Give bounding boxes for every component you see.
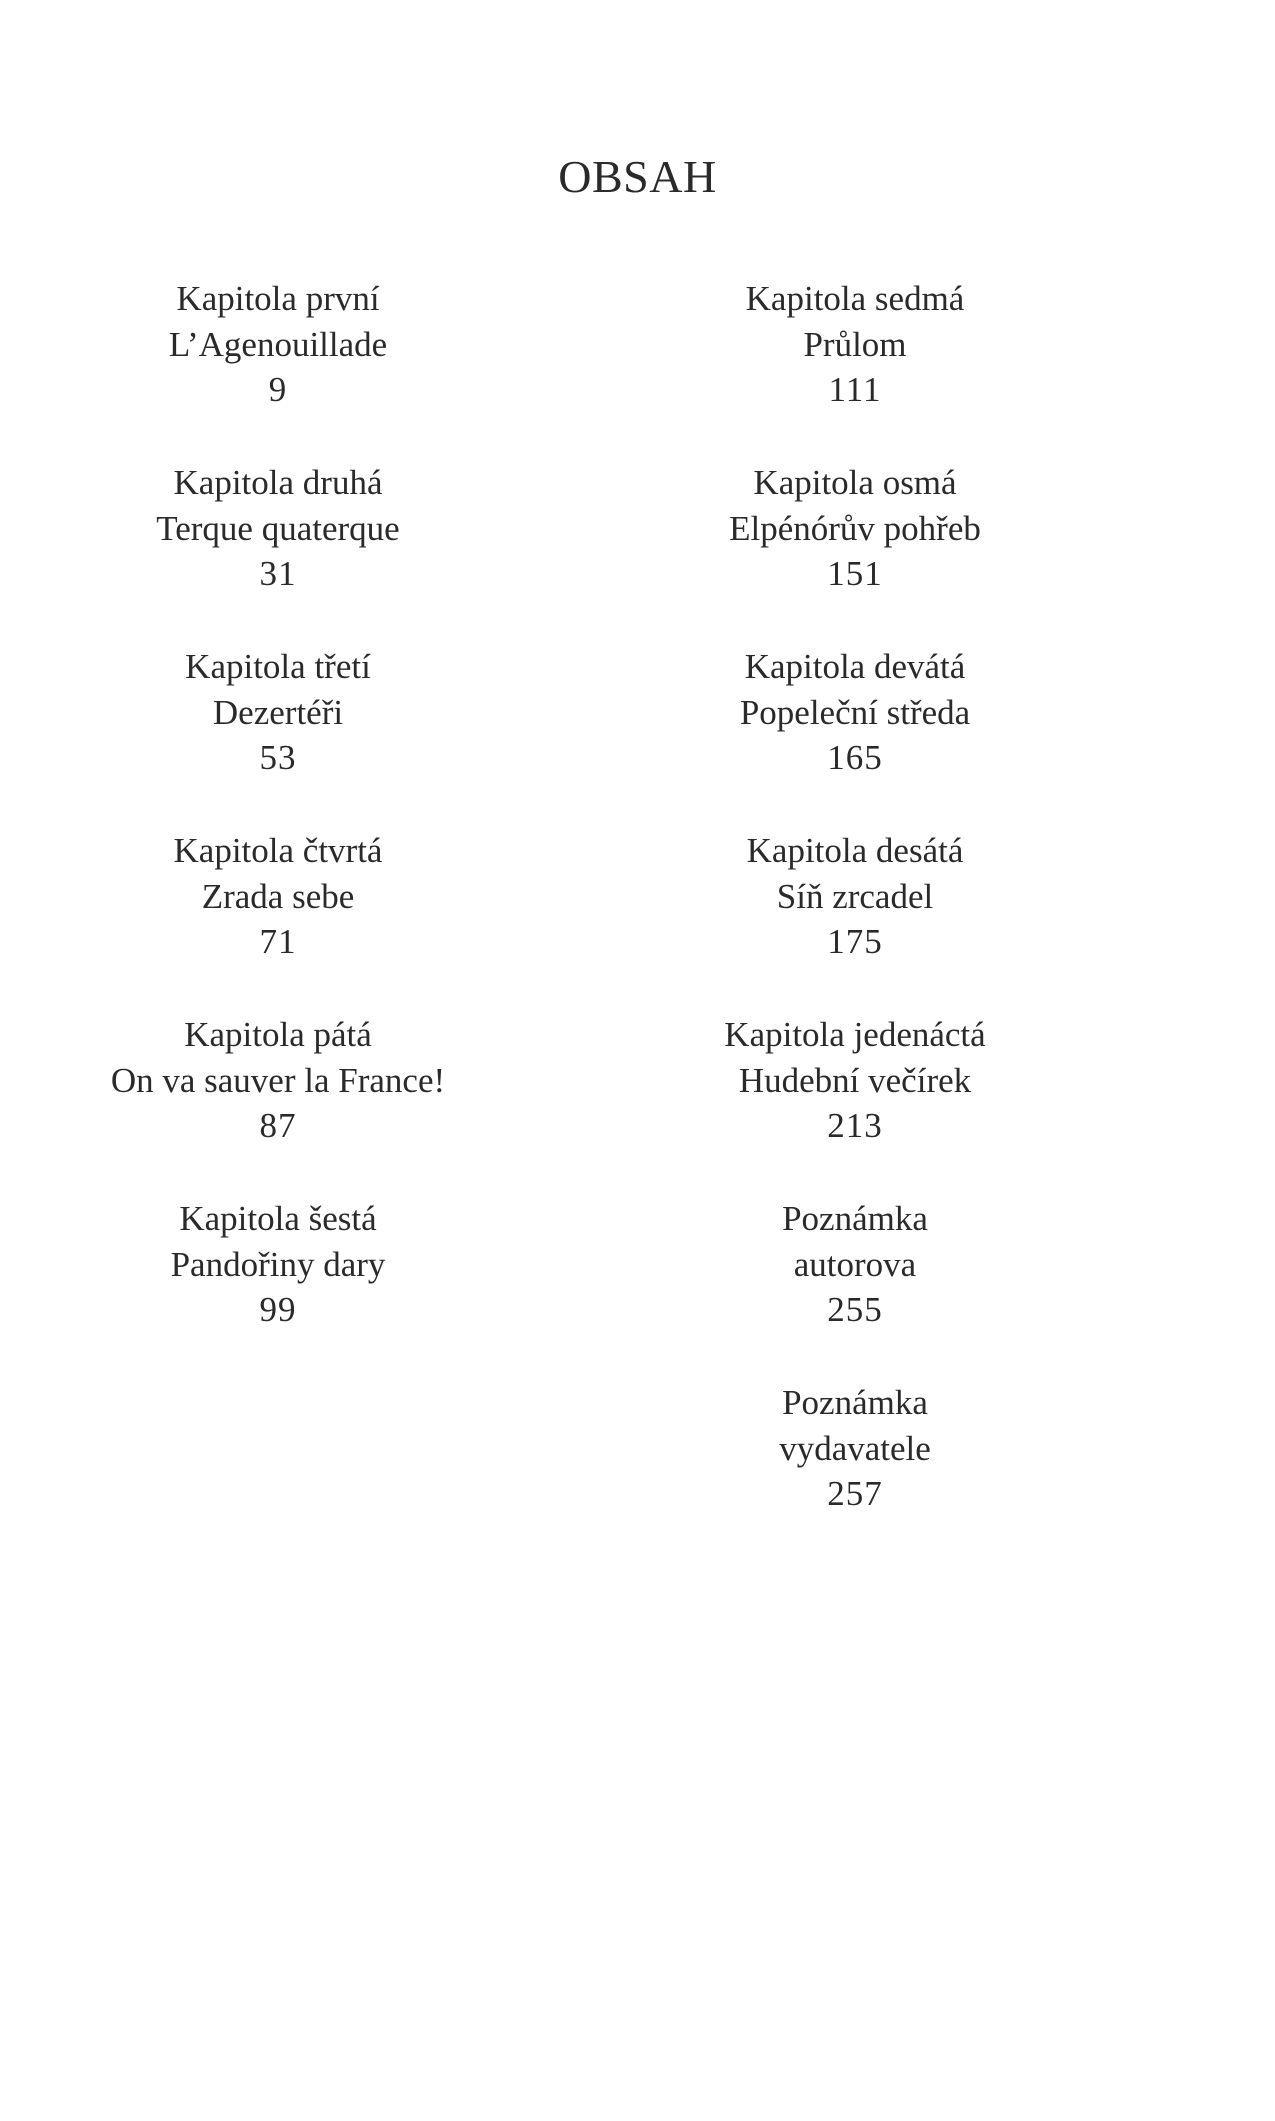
chapter-label: Kapitola čtvrtá [173,831,383,870]
chapter-label: Kapitola sedmá [745,279,965,318]
page-number: 213 [827,1106,883,1145]
page-title: OBSAH [558,151,717,202]
toc-entry[interactable] [0,1012,558,1196]
chapter-title: On va sauver la France! [110,1060,446,1100]
toc-entry[interactable] [0,460,558,644]
chapter-title: Dezertéři [212,692,344,732]
toc-right-column [575,276,1135,1564]
chapter-label: Kapitola osmá [753,463,957,502]
page-number: 99 [259,1290,297,1329]
page-number: 175 [827,922,883,961]
chapter-title: Průlom [803,324,907,364]
page-number: 71 [259,922,297,961]
chapter-label: Kapitola první [176,279,380,318]
chapter-title: Zrada sebe [201,876,355,916]
page-number: 9 [268,370,288,409]
page-number: 111 [828,370,882,409]
chapter-label: Poznámka [782,1383,928,1422]
chapter-title: Síň zrcadel [776,876,934,916]
chapter-label: Kapitola pátá [184,1015,372,1054]
toc-entry[interactable] [575,276,1135,460]
toc-entry[interactable] [575,460,1135,644]
toc-entry[interactable] [0,644,558,828]
chapter-title: Terque quaterque [156,508,400,548]
page-number: 257 [827,1474,883,1513]
toc-entry[interactable] [575,1380,1135,1564]
page-number: 165 [827,738,883,777]
chapter-title: L’Agenouillade [168,324,388,364]
chapter-label: Kapitola šestá [179,1199,377,1238]
chapter-title: Pandořiny dary [170,1244,386,1284]
toc-entry[interactable] [575,1196,1135,1380]
page-number: 255 [827,1290,883,1329]
chapter-title: Popeleční středa [739,692,971,732]
toc-entry[interactable] [575,828,1135,1012]
chapter-label: Kapitola devátá [744,647,966,686]
page-number: 151 [827,554,883,593]
chapter-label: Kapitola desátá [746,831,964,870]
chapter-label: Kapitola jedenáctá [724,1015,986,1054]
chapter-title: Elpénórův pohřeb [729,508,981,548]
page-number: 31 [259,554,297,593]
toc-entry[interactable] [575,1012,1135,1196]
toc-entry[interactable] [0,276,558,460]
chapter-title: autorova [793,1244,917,1284]
toc-entry[interactable] [0,1196,558,1380]
chapter-title: vydavatele [779,1428,931,1468]
chapter-label: Kapitola druhá [173,463,383,502]
toc-entry[interactable] [575,644,1135,828]
chapter-label: Poznámka [782,1199,928,1238]
chapter-title: Hudební večírek [738,1060,972,1100]
toc-entry[interactable] [0,828,558,1012]
page-number: 87 [259,1106,297,1145]
toc-left-column [0,276,558,1380]
chapter-label: Kapitola třetí [185,647,371,686]
page-number: 53 [259,738,297,777]
